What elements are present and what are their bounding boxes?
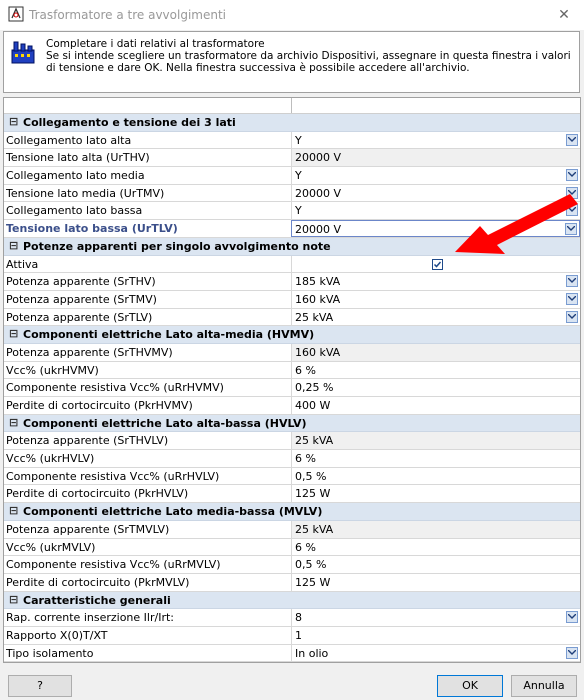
- category-header[interactable]: [4, 592, 580, 610]
- factory-icon: [11, 40, 35, 64]
- value-text: 6 %: [295, 540, 316, 554]
- property-label: Potenza apparente (SrTMVLV): [6, 522, 170, 536]
- property-value[interactable]: [291, 556, 580, 573]
- property-value[interactable]: [291, 379, 580, 396]
- value-text: Y: [295, 204, 302, 218]
- dropdown-arrow-icon[interactable]: [566, 169, 578, 181]
- grid-body: [4, 114, 580, 662]
- category-header[interactable]: [4, 415, 580, 433]
- title-bar: [0, 0, 584, 30]
- grid-header: [4, 98, 580, 114]
- property-value[interactable]: [291, 309, 580, 326]
- property-value[interactable]: [291, 485, 580, 502]
- value-text: 400 W: [295, 399, 331, 412]
- category-label: Caratteristiche generali: [23, 593, 171, 607]
- property-label: Vcc% (ukrHVLV): [6, 452, 95, 466]
- property-label: Tipo isolamento: [6, 646, 94, 660]
- property-label: Potenza apparente (SrTHV): [6, 275, 156, 289]
- dialog-footer: [0, 664, 584, 700]
- property-value[interactable]: [291, 397, 580, 414]
- column-separator[interactable]: [291, 98, 292, 113]
- property-value[interactable]: [291, 539, 580, 556]
- property-label: Componente resistiva Vcc% (uRrMVLV): [6, 558, 221, 572]
- property-row[interactable]: [4, 521, 580, 539]
- category-label: Collegamento e tensione dei 3 lati: [23, 116, 236, 129]
- category-header[interactable]: [4, 326, 580, 344]
- property-label: Collegamento lato bassa: [6, 204, 143, 218]
- category-label: Componenti elettriche Lato media-bassa (MVLV): [23, 505, 323, 519]
- info-panel: [3, 31, 580, 93]
- value-text: 8: [295, 611, 302, 625]
- property-value[interactable]: [291, 344, 580, 361]
- property-row[interactable]: [4, 574, 580, 592]
- category-header[interactable]: [4, 503, 580, 521]
- property-row[interactable]: [4, 185, 580, 203]
- property-row[interactable]: [4, 291, 580, 309]
- property-row[interactable]: [4, 627, 580, 645]
- collapse-icon[interactable]: ⊟: [9, 115, 19, 128]
- collapse-icon[interactable]: ⊟: [9, 238, 19, 252]
- property-label: Vcc% (ukrHVMV): [6, 363, 99, 377]
- property-row[interactable]: [4, 202, 580, 220]
- property-row[interactable]: [4, 432, 580, 450]
- dropdown-arrow-icon[interactable]: [565, 223, 577, 235]
- property-value[interactable]: [291, 574, 580, 591]
- property-row[interactable]: [4, 362, 580, 380]
- property-value[interactable]: [291, 185, 580, 202]
- property-row[interactable]: [4, 220, 580, 238]
- ok-button[interactable]: OK: [437, 675, 503, 697]
- dropdown-arrow-icon[interactable]: [566, 647, 578, 659]
- property-row[interactable]: [4, 645, 580, 663]
- info-line-1: Completare i dati relativi al trasformatore: [46, 38, 265, 50]
- value-text: 25 kVA: [295, 434, 334, 448]
- property-row[interactable]: [4, 256, 580, 274]
- property-value[interactable]: [291, 450, 580, 467]
- property-row[interactable]: [4, 309, 580, 327]
- dropdown-arrow-icon[interactable]: [566, 134, 578, 146]
- attiva-checkbox[interactable]: [432, 259, 443, 270]
- property-label: Collegamento lato alta: [6, 133, 132, 147]
- property-row[interactable]: [4, 273, 580, 291]
- property-label: Perdite di cortocircuito (PkrMVLV): [6, 575, 190, 589]
- dropdown-arrow-icon[interactable]: [566, 275, 578, 287]
- value-text: 20000 V: [295, 151, 342, 165]
- cancel-button[interactable]: Annulla: [511, 675, 577, 697]
- value-text: In olio: [295, 646, 329, 660]
- property-value[interactable]: [291, 432, 580, 449]
- value-text: 0,5 %: [295, 469, 327, 483]
- value-text: 160 kVA: [295, 292, 341, 306]
- value-text: 160 kVA: [295, 345, 341, 359]
- value-text: 1: [295, 628, 302, 642]
- property-grid[interactable]: [3, 97, 581, 663]
- transformer-app-icon: [8, 6, 24, 22]
- value-text: 25 kVA: [295, 522, 334, 536]
- property-label: Perdite di cortocircuito (PkrHVMV): [6, 399, 193, 412]
- property-label: Potenza apparente (SrTMV): [6, 292, 157, 306]
- property-value[interactable]: [291, 521, 580, 538]
- dropdown-arrow-icon[interactable]: [566, 311, 578, 323]
- property-value[interactable]: [291, 220, 580, 237]
- value-text: 25 kVA: [295, 310, 334, 324]
- category-label: Potenze apparenti per singolo avvolgimento note: [23, 239, 331, 253]
- property-row[interactable]: [4, 379, 580, 397]
- close-icon[interactable]: ✕: [558, 7, 570, 23]
- value-text: Y: [295, 133, 302, 147]
- property-row[interactable]: [4, 397, 580, 415]
- property-row[interactable]: [4, 485, 580, 503]
- property-label: Attiva: [6, 257, 39, 271]
- value-text: 0,25 %: [295, 381, 334, 395]
- dropdown-arrow-icon[interactable]: [566, 611, 578, 623]
- property-label: Vcc% (ukrMVLV): [6, 540, 96, 554]
- property-value[interactable]: [291, 362, 580, 379]
- property-row[interactable]: [4, 450, 580, 468]
- property-value[interactable]: [291, 202, 580, 219]
- dropdown-arrow-icon[interactable]: [566, 187, 578, 199]
- value-text: 125 W: [295, 487, 331, 501]
- collapse-icon[interactable]: ⊟: [9, 415, 19, 429]
- property-value[interactable]: [291, 273, 580, 290]
- help-button[interactable]: ?: [8, 675, 72, 697]
- value-text: 20000 V: [295, 223, 342, 237]
- property-row[interactable]: [4, 609, 580, 627]
- category-header[interactable]: [4, 238, 580, 256]
- info-text: [46, 38, 576, 74]
- dropdown-arrow-icon[interactable]: [566, 293, 578, 305]
- value-text: 125 W: [295, 575, 331, 589]
- property-label: Collegamento lato media: [6, 169, 145, 183]
- property-row[interactable]: [4, 539, 580, 557]
- value-text: 0,5 %: [295, 558, 327, 572]
- property-row[interactable]: [4, 167, 580, 185]
- property-label: Potenza apparente (SrTHVLV): [6, 434, 169, 448]
- property-label: Componente resistiva Vcc% (uRrHVLV): [6, 469, 220, 483]
- property-label: Perdite di cortocircuito (PkrHVLV): [6, 487, 189, 501]
- category-label: Componenti elettriche Lato alta-media (HVMV): [23, 328, 315, 342]
- property-label: Potenza apparente (SrTLV): [6, 310, 153, 324]
- value-text: 6 %: [295, 452, 316, 466]
- property-value[interactable]: [291, 609, 580, 626]
- category-label: Componenti elettriche Lato alta-bassa (HVLV): [23, 416, 307, 430]
- property-label: Tensione lato bassa (UrTLV): [6, 222, 178, 236]
- dropdown-arrow-icon[interactable]: [566, 204, 578, 216]
- property-value[interactable]: [291, 291, 580, 308]
- property-row[interactable]: [4, 132, 580, 150]
- value-text: 20000 V: [295, 186, 342, 200]
- window-title: Trasformatore a tre avvolgimenti: [29, 8, 226, 22]
- info-line-2: Se si intende scegliere un trasformatore da archivio Dispositivi, assegnare in questa finestra i valori di tensione e dare OK. Nella finestra successiva è possibile accedere all'archivio.: [46, 50, 571, 74]
- property-label: Tensione lato alta (UrTHV): [6, 151, 150, 165]
- property-row[interactable]: [4, 468, 580, 486]
- property-value[interactable]: [291, 627, 580, 644]
- property-value[interactable]: [291, 645, 580, 662]
- collapse-icon[interactable]: ⊟: [9, 327, 19, 341]
- property-label: Potenza apparente (SrTHVMV): [6, 345, 173, 359]
- property-label: Rapporto X(0)T/XT: [6, 628, 108, 642]
- property-label: Tensione lato media (UrTMV): [6, 186, 165, 200]
- property-label: Rap. corrente inserzione Ilr/Irt:: [6, 611, 174, 625]
- property-row[interactable]: [4, 344, 580, 362]
- collapse-icon[interactable]: ⊟: [9, 592, 19, 606]
- property-row[interactable]: [4, 149, 580, 167]
- property-value[interactable]: [291, 167, 580, 184]
- property-row[interactable]: [4, 556, 580, 574]
- property-value[interactable]: [291, 132, 580, 149]
- collapse-icon[interactable]: ⊟: [9, 504, 19, 518]
- value-text: Y: [295, 169, 302, 183]
- property-label: Componente resistiva Vcc% (uRrHVMV): [6, 381, 224, 395]
- property-value[interactable]: [291, 468, 580, 485]
- value-text: 6 %: [295, 363, 316, 377]
- property-value[interactable]: [291, 256, 580, 273]
- property-value[interactable]: [291, 149, 580, 166]
- value-text: 185 kVA: [295, 275, 341, 289]
- category-header[interactable]: [4, 114, 580, 132]
